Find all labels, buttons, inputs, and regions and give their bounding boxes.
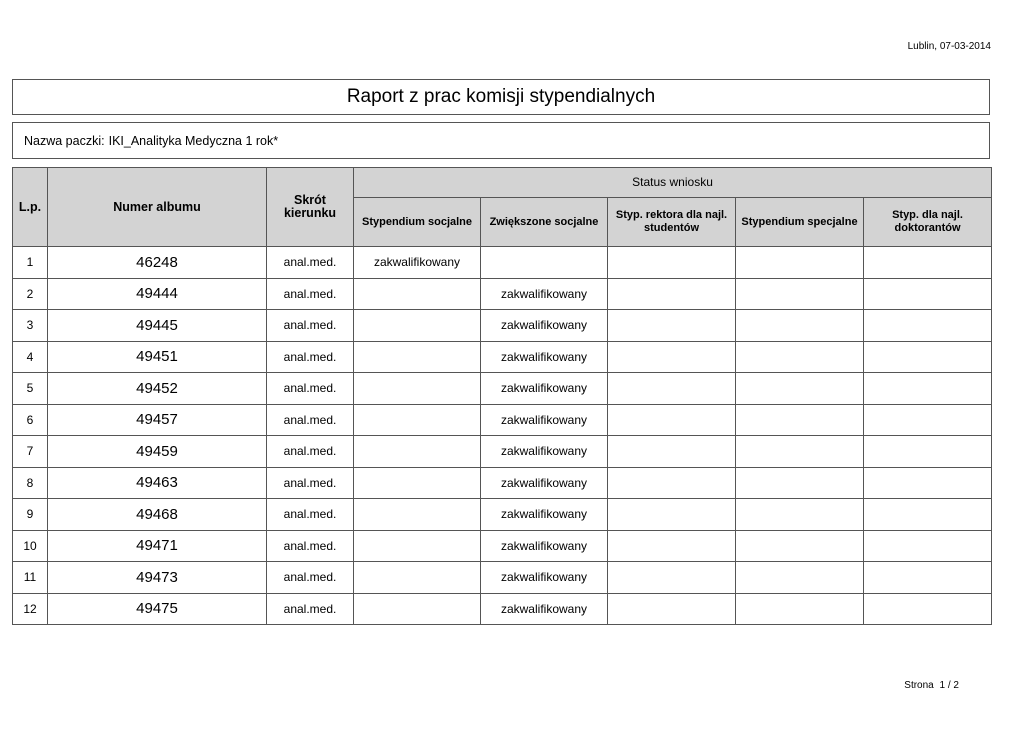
cell-kierunek: anal.med. [267,467,354,499]
cell-status [354,562,481,594]
cell-status [864,278,992,310]
cell-status [608,278,736,310]
cell-status [736,310,864,342]
header-status-specjalne: Stypendium specjalne [736,198,864,247]
cell-status [864,436,992,468]
table-body [13,247,992,625]
cell-kierunek: anal.med. [267,499,354,531]
header-kierunek: Skrót kierunku [267,168,354,247]
cell-status [608,467,736,499]
table-row [13,593,992,625]
header-status-socjalne: Stypendium socjalne [354,198,481,247]
cell-status [608,562,736,594]
cell-status: zakwalifikowany [481,278,608,310]
cell-kierunek: anal.med. [267,247,354,279]
cell-status [608,499,736,531]
cell-kierunek: anal.med. [267,530,354,562]
header-status-group: Status wniosku [354,168,992,198]
cell-lp: 2 [13,278,48,310]
table-row [13,436,992,468]
cell-lp: 12 [13,593,48,625]
cell-status [608,404,736,436]
cell-status [736,247,864,279]
table-row [13,247,992,279]
cell-status [354,404,481,436]
cell-status [864,310,992,342]
cell-album: 49468 [48,499,267,531]
cell-status [736,467,864,499]
header-status-rektora: Styp. rektora dla najl. studentów [608,198,736,247]
package-label: Nazwa paczki: [24,133,105,148]
cell-lp: 7 [13,436,48,468]
cell-status [354,341,481,373]
cell-status [608,436,736,468]
cell-status: zakwalifikowany [481,467,608,499]
cell-album: 49444 [48,278,267,310]
cell-kierunek: anal.med. [267,404,354,436]
cell-status [736,341,864,373]
cell-status [354,373,481,405]
table-header [13,168,992,247]
cell-album: 49457 [48,404,267,436]
cell-status [864,404,992,436]
cell-status [354,310,481,342]
cell-status [864,247,992,279]
cell-status [864,373,992,405]
cell-status [354,436,481,468]
header-lp: L.p. [13,168,48,247]
cell-album: 49459 [48,436,267,468]
cell-status: zakwalifikowany [481,341,608,373]
cell-lp: 5 [13,373,48,405]
header-status-doktorantow: Styp. dla najl. doktorantów [864,198,992,247]
cell-lp: 8 [13,467,48,499]
table-row [13,373,992,405]
cell-status [736,278,864,310]
page-label: Strona [904,680,934,691]
cell-status [864,530,992,562]
cell-status [354,593,481,625]
cell-album: 49445 [48,310,267,342]
report-title: Raport z prac komisji stypendialnych [12,79,990,115]
cell-kierunek: anal.med. [267,310,354,342]
cell-album: 46248 [48,247,267,279]
cell-status: zakwalifikowany [481,310,608,342]
cell-status: zakwalifikowany [481,499,608,531]
cell-status [736,404,864,436]
cell-status: zakwalifikowany [481,562,608,594]
cell-status [736,499,864,531]
cell-kierunek: anal.med. [267,562,354,594]
table-row [13,562,992,594]
table-row [13,467,992,499]
header-status-zwiekszone: Zwiększone socjalne [481,198,608,247]
cell-status [608,247,736,279]
table-row [13,404,992,436]
cell-status [608,593,736,625]
cell-album: 49473 [48,562,267,594]
cell-status [481,247,608,279]
cell-status [354,278,481,310]
table-row [13,310,992,342]
cell-status: zakwalifikowany [481,436,608,468]
package-value: IKI_Analityka Medyczna 1 rok* [108,133,279,148]
cell-status: zakwalifikowany [481,593,608,625]
table-row [13,341,992,373]
table-row [13,278,992,310]
page-value: 1 / 2 [939,680,959,691]
cell-status: zakwalifikowany [481,530,608,562]
cell-status [736,593,864,625]
cell-lp: 6 [13,404,48,436]
table-row [13,499,992,531]
cell-status: zakwalifikowany [354,247,481,279]
cell-status: zakwalifikowany [481,404,608,436]
cell-lp: 11 [13,562,48,594]
cell-album: 49475 [48,593,267,625]
cell-status [864,341,992,373]
page-number [904,680,959,691]
cell-lp: 9 [13,499,48,531]
scholarship-table [12,167,992,625]
report-date: Lublin, 07-03-2014 [907,41,991,52]
cell-status [608,373,736,405]
cell-kierunek: anal.med. [267,593,354,625]
cell-kierunek: anal.med. [267,436,354,468]
cell-lp: 3 [13,310,48,342]
cell-status [354,467,481,499]
cell-status [864,593,992,625]
cell-kierunek: anal.med. [267,278,354,310]
cell-status [354,499,481,531]
cell-album: 49471 [48,530,267,562]
cell-status [864,499,992,531]
cell-status [608,341,736,373]
cell-album: 49451 [48,341,267,373]
cell-status: zakwalifikowany [481,373,608,405]
cell-status [608,310,736,342]
cell-status [736,530,864,562]
cell-status [864,562,992,594]
cell-status [736,562,864,594]
cell-lp: 1 [13,247,48,279]
table-row [13,530,992,562]
cell-kierunek: anal.med. [267,341,354,373]
cell-album: 49463 [48,467,267,499]
cell-status [354,530,481,562]
cell-album: 49452 [48,373,267,405]
cell-lp: 4 [13,341,48,373]
package-name-box [12,122,990,159]
cell-status [864,467,992,499]
header-album: Numer albumu [48,168,267,247]
cell-status [736,373,864,405]
cell-kierunek: anal.med. [267,373,354,405]
cell-status [736,436,864,468]
cell-lp: 10 [13,530,48,562]
cell-status [608,530,736,562]
